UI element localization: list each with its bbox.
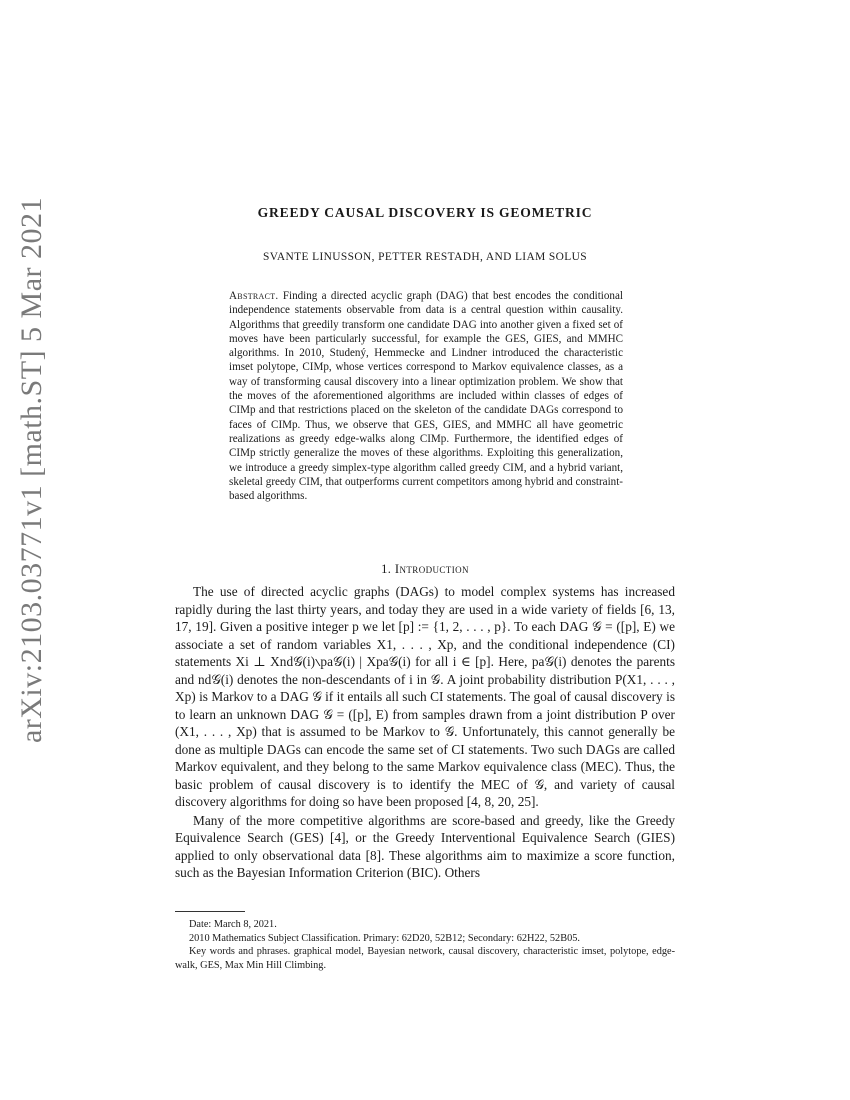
footnote-msc: 2010 Mathematics Subject Classification. Primary: 62D20, 52B12; Secondary: 62H22, 52B05.	[189, 932, 580, 944]
body-text	[175, 583, 675, 882]
paragraph: Many of the more competitive algorithms are score-based and greedy, like the Greedy Equivalence Search (GES) [4], or the Greedy Interventional Equivalence Search (GIES) applied to only observational data [8]. These algorithms aim to maximize a score function, such as the Bayesian Information Criterion (BIC). Others	[175, 812, 675, 880]
abstract-text: Finding a directed acyclic graph (DAG) that best encodes the conditional independence statements observable from data is a central question within causality. Algorithms that greedily transform one candidate DAG into another given a fixed set of moves have been particularly successful, for example the GES, GIES, and MMHC algorithms. In 2010, Studený, Hemmecke and Lindner introduced the characteristic imset polytope, CIMp, whose vertices correspond to Markov equivalence classes, as a way of transforming causal discovery into a linear optimization problem. We show that the moves of the aforementioned algorithms are included within classes of edges of CIMp and that restrictions placed on the skeleton of the candidate DAGs correspond to faces of CIMp. Thus, we observe that GES, GIES, and MMHC all have geometric realizations as greedy edge-walks along CIMp. Furthermore, the identified edges of CIMp strictly generalize the moves of these algorithms. Exploiting this generalization, we introduce a greedy simplex-type algorithm called greedy CIM, and a hybrid variant, skeletal greedy CIM, that outperforms current competitors among hybrid and constraint-based algorithms.	[229, 290, 623, 503]
section-title-text: Introduction	[394, 562, 469, 576]
footnote-keywords: Key words and phrases. graphical model, Bayesian network, causal discovery, characteristic imset, polytope, edge-walk, GES, Max Min Hill Climbing.	[175, 946, 675, 971]
footnote-date: Date: March 8, 2021.	[189, 919, 277, 930]
paper-title: GREEDY CAUSAL DISCOVERY IS GEOMETRIC	[257, 205, 593, 220]
section-heading	[0, 562, 850, 577]
arxiv-identifier-stamp	[2, 196, 62, 744]
paper-authors: SVANTE LINUSSON, PETTER RESTADH, AND LIAM SOLUS	[263, 251, 587, 263]
section-number: 1.	[381, 562, 392, 576]
arxiv-identifier-text: arXiv:2103.03771v1 [math.ST] 5 Mar 2021	[15, 196, 49, 744]
footnotes	[175, 918, 675, 972]
footnote-divider	[175, 911, 245, 912]
paragraph: The use of directed acyclic graphs (DAGs) to model complex systems has increased rapidly during the last thirty years, and today they are used in a wide variety of fields [6, 13, 17, 19]. Given a positive integer p we let [p] := {1, 2, . . . , p}. To each DAG 𝒢 = ([p], E) we associate a set of random variables X1, . . . , Xp, and the conditional independence (CI) statements Xi ⊥ Xnd𝒢(i)∖pa𝒢(i) | Xpa𝒢(i) for all i ∈ [p]. Here, pa𝒢(i) denotes the parents and nd𝒢(i) denotes the non-descendants of i in 𝒢. A joint probability distribution P(X1, . . . , Xp) is Markov to a DAG 𝒢 if it entails all such CI statements. The goal of causal discovery is to learn an unknown DAG 𝒢 = ([p], E) from samples drawn from a joint distribution P over (X1, . . . , Xp) that is assumed to be Markov to 𝒢. Unfortunately, this cannot generally be done as multiple DAGs can encode the same set of CI statements. Two such DAGs are called Markov equivalent, and they belong to the same Markov equivalence class (MEC). Thus, the basic problem of causal discovery is to identify the MEC of 𝒢, and variety of causal discovery algorithms for doing so have been proposed [4, 8, 20, 25].	[175, 584, 675, 809]
abstract	[229, 289, 623, 503]
abstract-label: Abstract.	[229, 290, 279, 302]
